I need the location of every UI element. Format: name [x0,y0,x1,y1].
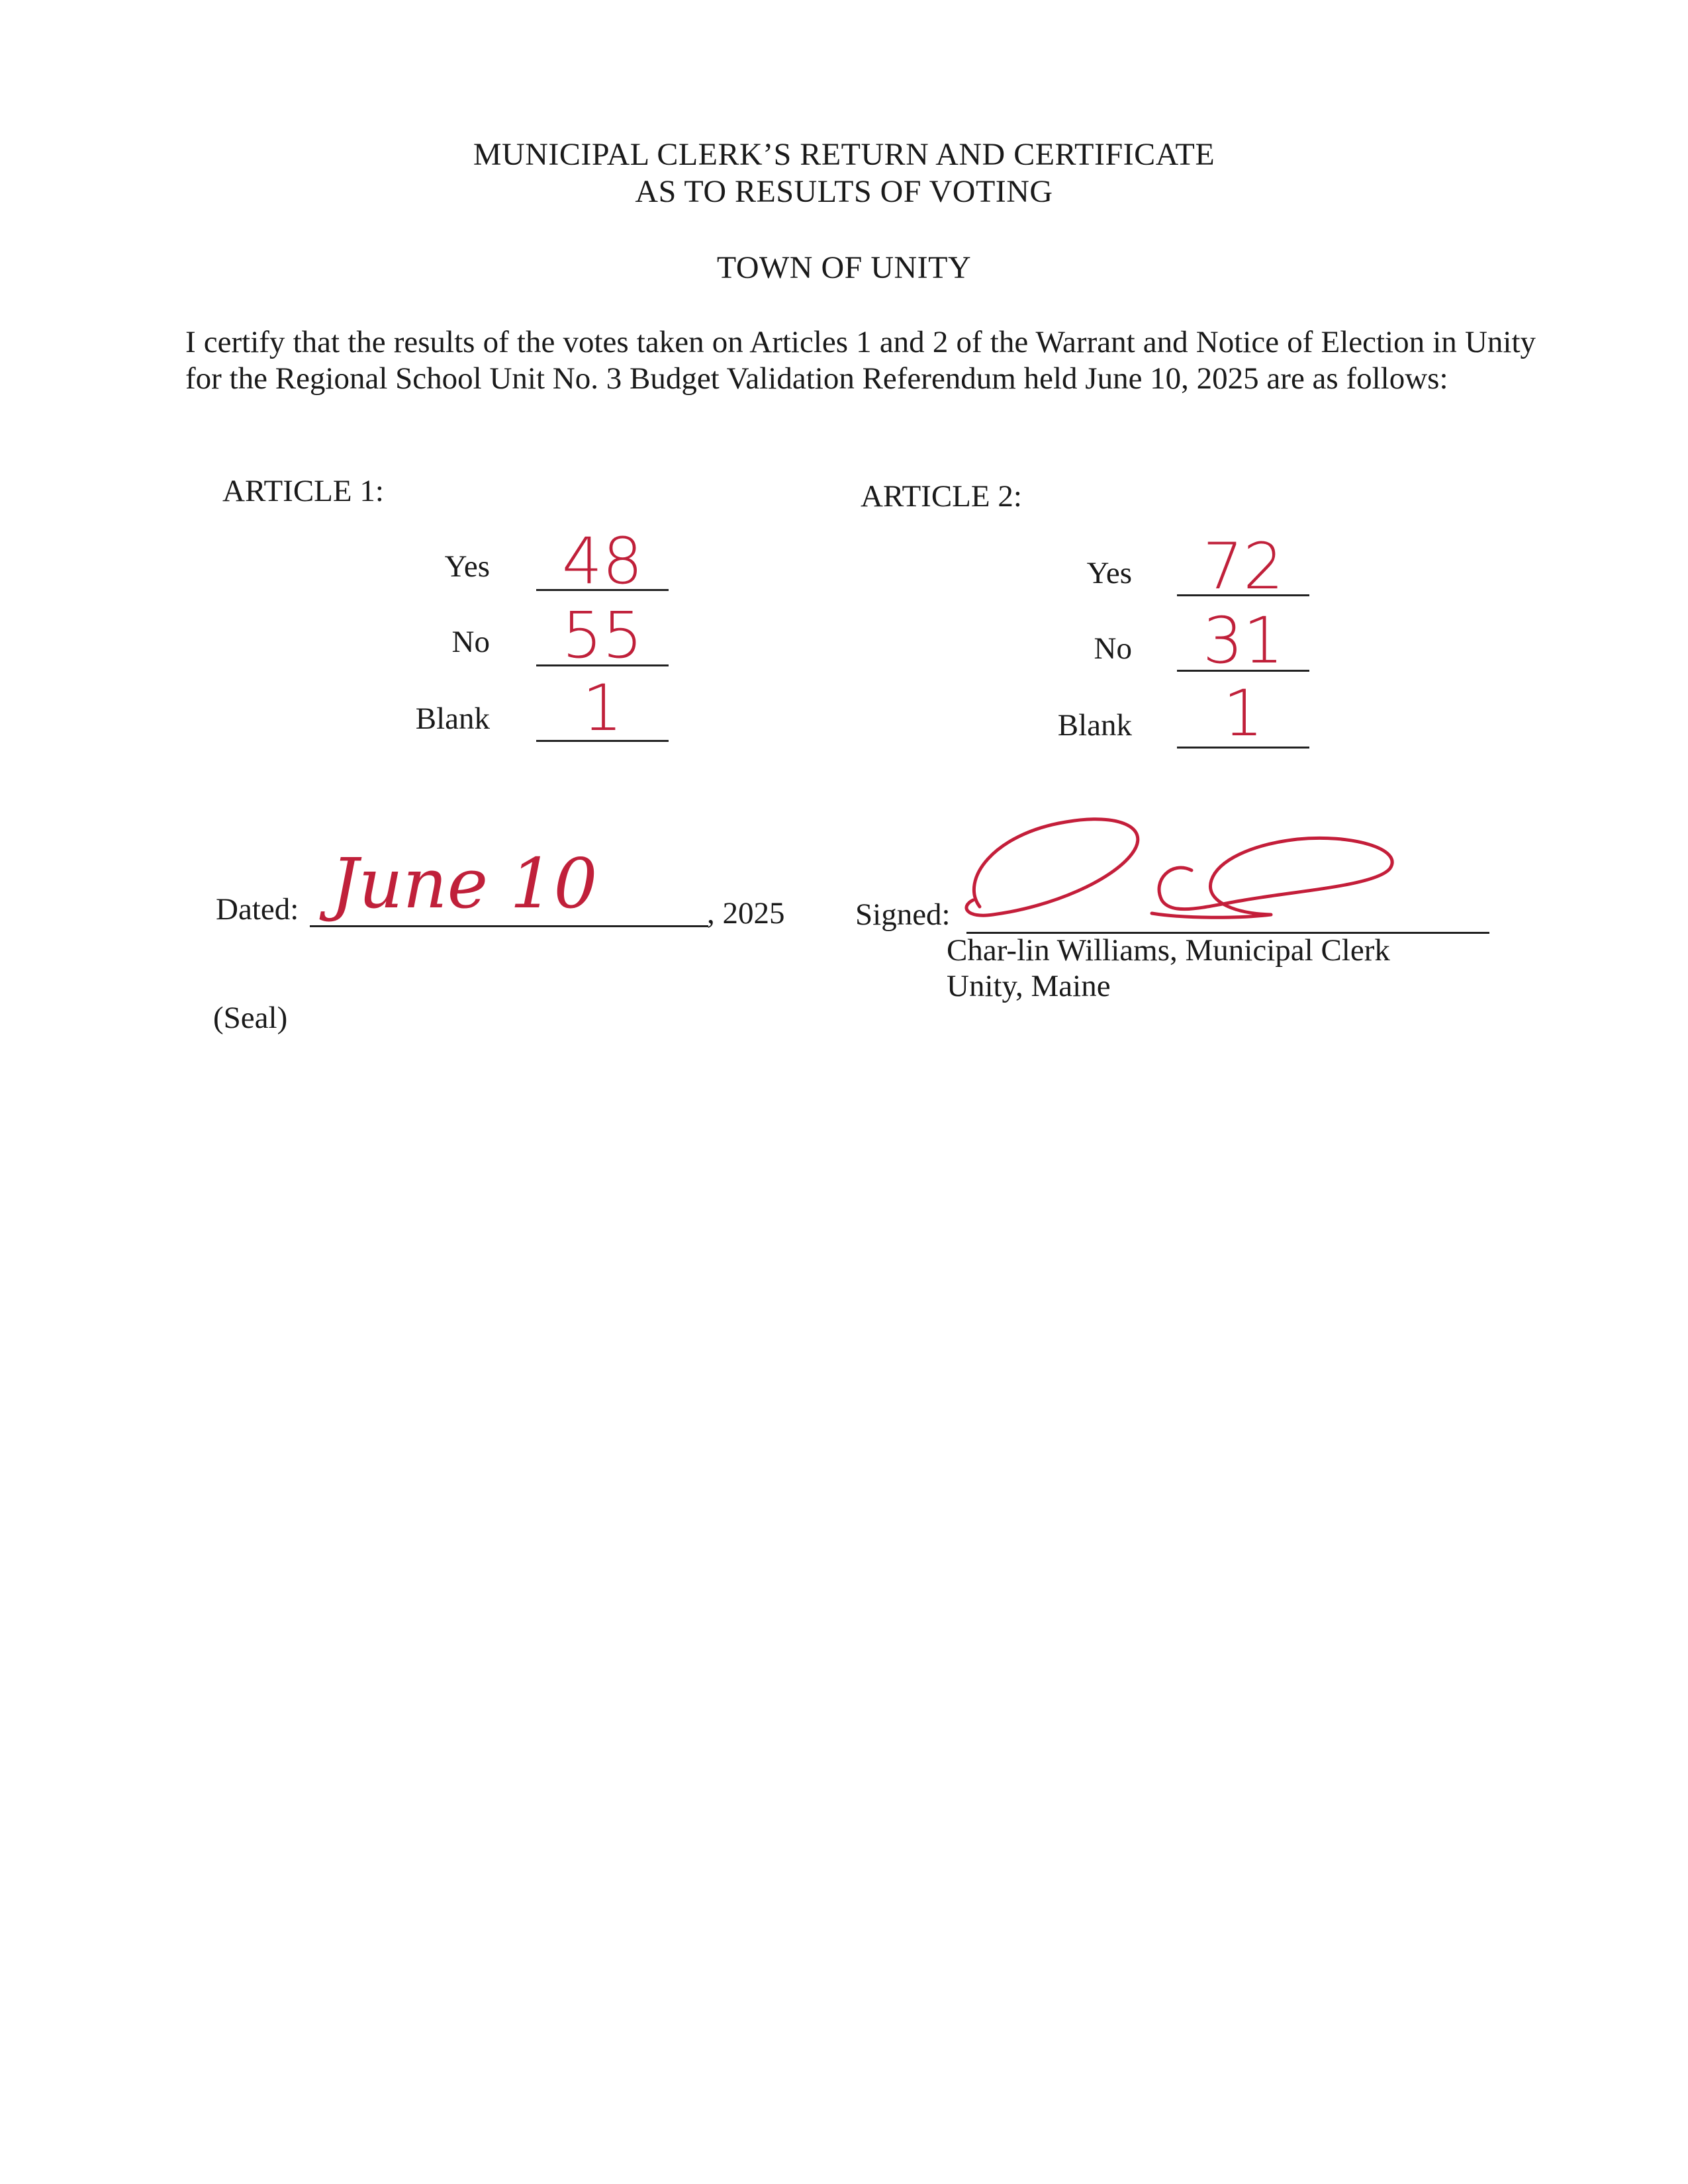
seal-placeholder: (Seal) [213,1001,288,1035]
article-2-no-value: 31 [1202,604,1284,678]
signed-label: Signed: [855,897,951,932]
article-2-blank-value: 1 [1223,676,1264,751]
clerk-location: Unity, Maine [947,969,1111,1003]
article-2-blank-line [1177,747,1309,749]
article-1-yes-value: 48 [561,524,643,598]
article-2-yes-line [1177,594,1309,596]
article-2-yes-label: Yes [1086,556,1132,590]
article-1-blank-line [536,740,669,742]
article-1-yes-label: Yes [444,549,490,584]
dated-line [310,925,708,927]
dated-label: Dated: [216,892,299,927]
article-2-heading: ARTICLE 2: [861,479,1022,514]
title-line-1: MUNICIPAL CLERK’S RETURN AND CERTIFICATE [473,137,1215,172]
town-name: TOWN OF UNITY [716,250,972,285]
dated-value: June 10 [331,843,598,924]
article-1-no-label: No [451,625,490,659]
article-1-yes-line [536,589,669,591]
article-2-no-line [1177,670,1309,672]
article-1-heading: ARTICLE 1: [222,474,384,508]
dated-year: , 2025 [707,896,785,931]
article-1-no-value: 55 [561,598,643,672]
article-1-no-line [536,664,669,666]
article-2-no-label: No [1094,631,1132,666]
clerk-name: Char-lin Williams, Municipal Clerk [947,933,1390,968]
article-2-blank-label: Blank [1057,708,1132,743]
clerk-signature [953,807,1417,946]
article-1-blank-label: Blank [415,702,490,736]
certification-paragraph: I certify that the results of the votes taken on Articles 1 and 2 of the Warrant and Notice of Election in Unity for the Regional School Unit No. 3 Budget Validation Referendum held June 10, 2025 are as follows: [185,325,1536,396]
article-2-yes-value: 72 [1202,529,1284,604]
article-1-blank-value: 1 [582,671,623,745]
title-line-2: AS TO RESULTS OF VOTING [635,174,1053,209]
